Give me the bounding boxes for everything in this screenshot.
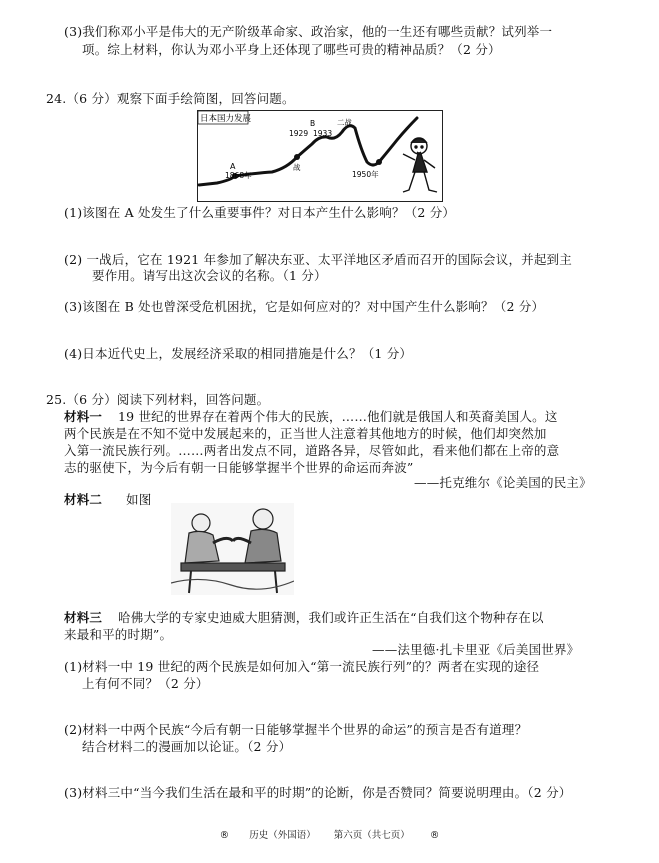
label-1950: 1950年 bbox=[352, 170, 379, 179]
label-1933: 1933 bbox=[313, 129, 333, 138]
q24-header: 24.（6 分）观察下面手绘简图，回答问题。 bbox=[46, 91, 295, 106]
q23-item3-line2: 项。综上材料，你认为邓小平身上还体现了哪些可贵的精神品质？（2 分） bbox=[82, 42, 501, 57]
q24-item3: (3)该图在 B 处也曾深受危机困扰，它是如何应对的？对中国产生什么影响？（2 分） bbox=[64, 299, 545, 314]
page-footer bbox=[0, 827, 659, 841]
material3-line2: 来最和平的时期”。 bbox=[64, 627, 173, 642]
material2-label: 材料二 bbox=[64, 492, 103, 507]
arm-wrestling-cartoon bbox=[171, 503, 294, 595]
footer-right-mark: ® bbox=[429, 830, 440, 841]
q25-item2-line1: (2)材料一中两个民族“今后有朝一日能够掌握半个世界的命运”的预言是否有道理？ bbox=[64, 722, 528, 737]
material1-line1: 19 世纪的世界存在着两个伟大的民族，……他们就是俄国人和英裔美国人。这 bbox=[118, 409, 558, 424]
label-a: A bbox=[230, 162, 236, 171]
q25-item3: (3)材料三中“当今我们生活在最和平的时期”的论断，你是否赞同？简要说明理由。（2 分） bbox=[64, 785, 572, 800]
point-b bbox=[294, 154, 300, 160]
label-b: B bbox=[310, 119, 316, 128]
footer-subject: 历史（外国语） bbox=[249, 830, 316, 841]
footer-left-mark: ® bbox=[219, 830, 230, 841]
label-fall: 战 bbox=[293, 163, 301, 172]
label-1929: 1929 bbox=[289, 129, 309, 138]
chart-title: 日本国力发展 bbox=[200, 114, 252, 124]
q24-item4: (4)日本近代史上，发展经济采取的相同措施是什么？（1 分） bbox=[64, 346, 413, 361]
material3-label: 材料三 bbox=[64, 610, 103, 625]
footer-page: 第六页（共七页） bbox=[333, 830, 410, 841]
material1-line3: 入第一流民族行列。……两者出发点不同，道路各异，尽管如此，看来他们都在上帝的意 bbox=[64, 443, 560, 458]
material3-line1: 哈佛大学的专家史迪威大胆猜测，我们或许正生活在“自我们这个物种存在以 bbox=[118, 610, 544, 625]
japan-power-chart bbox=[197, 110, 443, 202]
q25-item1-line2: 上有何不同？（2 分） bbox=[82, 676, 209, 691]
q24-item2-line2: 要作用。请写出这次会议的名称。（1 分） bbox=[92, 268, 327, 283]
q24-item2-line1: (2) 一战后，它在 1921 年参加了解决东亚、太平洋地区矛盾而召开的国际会议，并起到主 bbox=[64, 252, 572, 267]
material1-label: 材料一 bbox=[64, 409, 103, 424]
material1-line4: 志的驱使下，为今后有朝一日能够掌握半个世界的命运而奔波” bbox=[64, 460, 414, 475]
material3-source: ——法里德·扎卡里亚《后美国世界》 bbox=[372, 642, 580, 657]
q23-item3-line1: (3)我们称邓小平是伟大的无产阶级革命家、政治家，他的一生还有哪些贡献？试列举一 bbox=[64, 24, 553, 39]
point-1950 bbox=[376, 159, 382, 165]
q25-item1-line1: (1)材料一中 19 世纪的两个民族是如何加入“第一流民族行列”的？两者在实现的途径 bbox=[64, 659, 540, 674]
q24-item1: (1)该图在 A 处发生了什么重要事件？对日本产生什么影响？（2 分） bbox=[64, 205, 456, 220]
q25-header: 25.（6 分）阅读下列材料，回答问题。 bbox=[46, 392, 270, 407]
material2-text: 如图 bbox=[126, 492, 152, 507]
material1-source: ——托克维尔《论美国的民主》 bbox=[414, 475, 592, 490]
q25-item2-line2: 结合材料二的漫画加以论证。（2 分） bbox=[82, 739, 292, 754]
material1-line2: 两个民族是在不知不觉中发展起来的，正当世人注意着其他地方的时候，他们却突然加 bbox=[64, 426, 547, 441]
label-war: 二战 bbox=[337, 118, 352, 127]
label-1868: 1868年 bbox=[225, 171, 252, 180]
